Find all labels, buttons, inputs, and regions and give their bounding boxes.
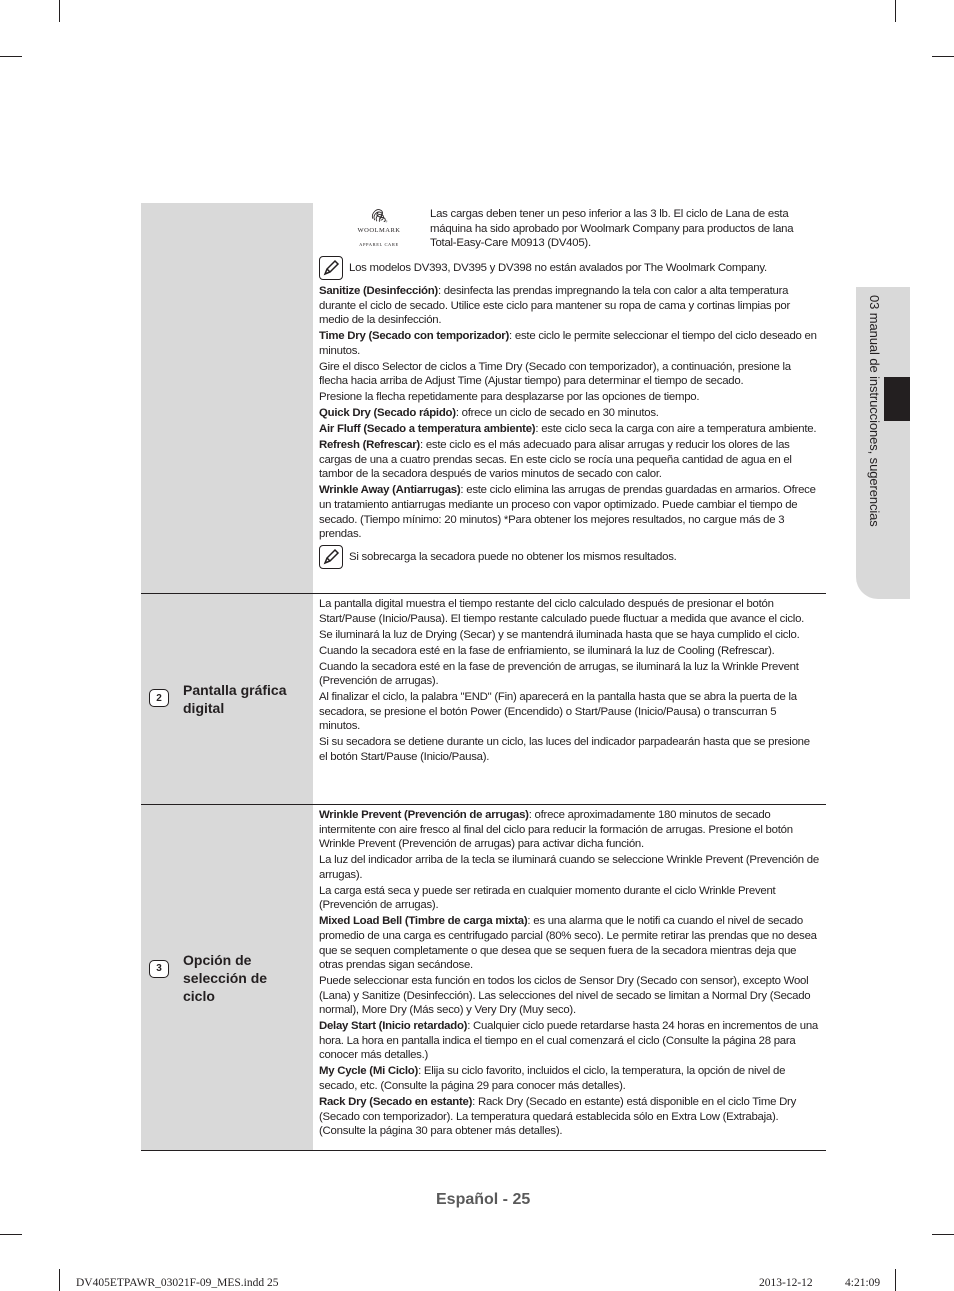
row-content-cell <box>313 203 826 593</box>
row-label-cell <box>141 203 313 593</box>
term: Air Fluff (Secado a temperatura ambiente) <box>319 423 536 436</box>
description: : ofrece un ciclo de secado en 30 minutos. <box>455 407 659 420</box>
note-pencil-icon <box>319 256 343 280</box>
table-row <box>141 203 826 594</box>
note-text: Los modelos DV393, DV395 y DV398 no están avalados por The Woolmark Company. <box>349 261 767 274</box>
paragraph <box>319 914 820 972</box>
crop-mark <box>895 1269 896 1291</box>
term: Sanitize (Desinfección) <box>319 285 438 297</box>
woolmark-block <box>319 206 820 253</box>
paragraph: Se iluminará la luz de Drying (Secar) y se mantendrá iluminada hasta que se haya cumplido el ciclo. <box>319 628 800 641</box>
description: : Cualquier ciclo puede retardarse hasta 24 horas en incrementos de una hora. La hora en pantalla indica el tiempo en el cual comenzará el ciclo (Consulte la página 28 para conocer más detalles.) <box>319 1020 818 1062</box>
row-content-cell <box>313 805 826 1150</box>
description: : este ciclo seca la carga con aire a temperatura ambiente. <box>535 423 817 436</box>
crop-mark <box>895 0 896 22</box>
paragraph <box>319 1019 820 1063</box>
paragraph <box>319 284 820 328</box>
term: Mixed Load Bell (Timbre de carga mixta) <box>319 915 528 928</box>
paragraph <box>319 1064 820 1093</box>
row-label-cell <box>141 594 313 804</box>
row-title: Pantalla gráfica digital <box>183 682 287 716</box>
chapter-side-tab <box>856 287 910 599</box>
footer-time: 4:21:09 <box>845 1277 881 1289</box>
woolmark-subtitle: APPAREL CARE <box>359 242 399 248</box>
table-row <box>141 594 826 805</box>
paragraph: La luz del indicador arriba de la tecla se iluminará cuando se seleccione Wrinkle Prevent (Prevención de arrugas). <box>319 854 819 881</box>
description: : este ciclo es el más adecuado para alisar arrugas y reducir los olores de las cargas de una a cuatro prendas secas. En este ciclo se rocía una pequeña cantidad de agua en el tambor de la secadora después de varios minutos de secado con calor. <box>319 439 792 481</box>
term: Quick Dry (Secado rápido) <box>319 407 456 420</box>
crop-mark <box>932 1234 954 1235</box>
woolmark-name: WOOLMARK <box>357 226 401 234</box>
table-row <box>141 805 826 1151</box>
term: Wrinkle Away (Antiarrugas) <box>319 484 461 497</box>
row-number-badge: 2 <box>149 689 169 707</box>
paragraph <box>319 438 820 482</box>
row-title: Opción de selección de ciclo <box>183 951 268 1004</box>
footer-date: 2013-12-12 <box>759 1277 813 1289</box>
term: Time Dry (Secado con temporizador) <box>319 330 510 343</box>
description: : Rack Dry (Secado en estante) está disponible en el ciclo Time Dry (Secado con temporizador). La temperatura quedará establecida sólo en Extra Low (Extrabaja). (Consulte la página 30 para obtener más detalles). <box>319 1096 797 1138</box>
row-heading <box>149 951 307 1005</box>
paragraph: Cuando la secadora esté en la fase de enfriamiento, se iluminará la luz de Cooling (Refrescar). <box>319 644 775 657</box>
chapter-tab-marker <box>884 377 910 421</box>
footer-filename: DV405ETPAWR_03021F-09_MES.indd 25 <box>76 1277 279 1289</box>
description: : Elija su ciclo favorito, incluidos el ciclo, la temperatura, la opción de nivel de secado, etc. (Consulte la página 29 para conocer más detalles). <box>319 1065 786 1093</box>
woolmark-text: Las cargas deben tener un peso inferior a las 3 lb. El ciclo de Lana de esta máquina ha sido aprobado por Woolmark Company para productos de lana Total-Easy-Care M0913 (DV405). <box>430 208 794 250</box>
row-heading <box>149 681 307 717</box>
woolmark-icon <box>362 207 396 223</box>
term: My Cycle (Mi Ciclo) <box>319 1065 419 1078</box>
paragraph: Al finalizar el ciclo, la palabra "END" (Fin) aparecerá en la pantalla hasta que se abra la puerta de la secadora, se presione el botón Power (Encendido) o Start/Pause (Inicio/Pausa) o transcurran 5 minutos. <box>319 691 797 733</box>
paragraph: Gire el disco Selector de ciclos a Time Dry (Secado con temporizador), a continuación, presione la flecha hacia arriba de Adjust Time (Ajustar tiempo) para determinar el tiempo de secado. <box>319 360 791 388</box>
row-number-badge: 3 <box>149 960 169 978</box>
paragraph <box>319 1095 820 1139</box>
page-number: Español - 25 <box>436 1191 531 1208</box>
paragraph: Presione la flecha repetidamente para desplazarse por las opciones de tiempo. <box>319 391 700 404</box>
paragraph: La carga está seca y puede ser retirada en cualquier momento durante el ciclo Wrinkle Prevent (Prevención de arrugas). <box>319 884 776 912</box>
paragraph <box>319 329 820 358</box>
term: Wrinkle Prevent (Prevención de arrugas) <box>319 809 529 821</box>
crop-mark <box>59 1269 60 1291</box>
description: : este ciclo elimina las arrugas de prendas guardadas en armarios. Ofrece un tratamiento antiarrugas mediante un proceso con vapor optimizado. Puede cambiar el tiempo de secado. (Tiempo mínimo: 20 minutos) *Para obtener los mejores resultados, no cargue más de 3 prendas. <box>319 484 816 541</box>
woolmark-logo <box>335 207 423 253</box>
description: : es una alarma que le notifi ca cuando el nivel de secado promedio de una carga es centrifugado parcial (80% seco). Le permite retirar las prendas que no desea que se sequen completamente o que desea que se sequen fuera de la secadora mientras deja que otras prendas sigan secándose. <box>319 915 817 972</box>
crop-mark <box>932 56 954 57</box>
svg-text:®: ® <box>385 220 388 223</box>
chapter-side-label: 03 manual de instrucciones, sugerencias <box>867 295 882 527</box>
paragraph <box>319 483 820 541</box>
note-text: Si sobrecarga la secadora puede no obtener los mismos resultados. <box>349 550 677 563</box>
description: : este ciclo le permite seleccionar el tiempo del ciclo deseado en minutos. <box>319 330 817 357</box>
crop-mark <box>0 1234 22 1235</box>
term: Refresh (Refrescar) <box>319 439 420 452</box>
paragraph: La pantalla digital muestra el tiempo restante del ciclo calculado después de presionar el botón Start/Pause (Inicio/Pausa). El tiempo restante calculado puede fluctuar a medida que avance el ciclo. <box>319 598 805 625</box>
note-block <box>319 256 820 280</box>
paragraph <box>319 808 820 852</box>
paragraph: Si su secadora se detiene durante un ciclo, las luces del indicador parpadearán hasta que se presione el botón Start/Pause (Inicio/Pausa). <box>319 736 810 763</box>
crop-mark <box>59 0 60 22</box>
description: : ofrece aproximadamente 180 minutos de secado intermitente con aire fresco al final del ciclo para reducir la formación de arrugas. Presione el botón Wrinkle Prevent (Prevención de arrugas) para activar dicha función. <box>319 809 793 851</box>
row-label-cell <box>141 805 313 1150</box>
paragraph: Puede seleccionar esta función en todos los ciclos de Sensor Dry (Secado con sensor), excepto Wool (Lana) y Sanitize (Desinfección). Las selecciones del nivel de secado se limitan a Normal Dry (Secado normal), More Dry (Más seco) y Very Dry (Muy seco). <box>319 975 811 1017</box>
paragraph <box>319 422 820 437</box>
description: : desinfecta las prendas impregnando la tela con calor a alta temperatura durante el ciclo de secado. Utilice este ciclo para mantener su ropa de cama y cortinas limpias por medio de la desinfección. <box>319 285 790 327</box>
paragraph <box>319 406 820 421</box>
paragraph: Cuando la secadora esté en la fase de prevención de arrugas, se iluminará la luz la Wrinkle Prevent (Prevención de arrugas). <box>319 660 799 688</box>
crop-mark <box>0 56 22 57</box>
note-block <box>319 545 820 569</box>
cycle-table <box>141 203 826 1151</box>
term: Rack Dry (Secado en estante) <box>319 1096 473 1109</box>
row-content-cell <box>313 594 826 804</box>
note-pencil-icon <box>319 545 343 569</box>
term: Delay Start (Inicio retardado) <box>319 1020 468 1033</box>
